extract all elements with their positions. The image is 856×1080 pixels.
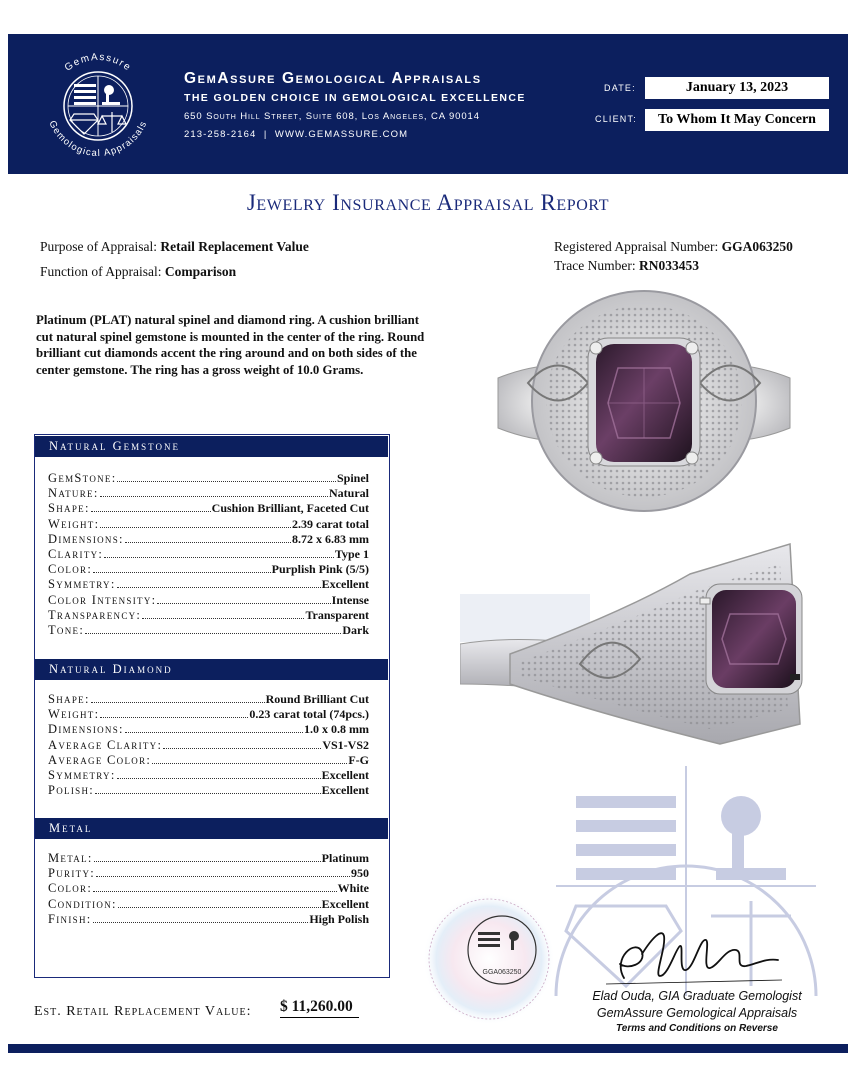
footer-bar xyxy=(8,1044,848,1053)
leader-dots xyxy=(93,572,271,573)
trace-row xyxy=(554,258,699,274)
company-website: WWW.GEMASSURE.COM xyxy=(274,129,409,140)
spec-label: Nature: xyxy=(48,486,99,501)
spec-label: Color Intensity: xyxy=(48,592,157,607)
spec-label: GemStone: xyxy=(48,471,117,485)
company-name: GemAssure Gemological Appraisals xyxy=(184,70,482,87)
company-address: 650 South Hill Street, Suite 608, Los Angeles, CA 90014 xyxy=(184,111,480,122)
spec-value: Purplish Pink (5/5) xyxy=(271,562,369,577)
section-header-gemstone: Natural Gemstone xyxy=(35,436,388,457)
spec-row xyxy=(48,783,369,798)
spec-value: Cushion Brilliant, Faceted Cut xyxy=(211,501,369,516)
spec-row xyxy=(48,577,369,592)
leader-dots xyxy=(117,778,321,779)
client-label: CLIENT: xyxy=(595,114,637,124)
appraiser-company: GemAssure Gemological Appraisals xyxy=(596,1006,798,1020)
spec-label: Finish: xyxy=(48,911,92,926)
function-row xyxy=(40,264,236,280)
value-label: Est. Retail Replacement Value: xyxy=(34,1004,252,1019)
section-header-diamond: Natural Diamond xyxy=(35,659,388,680)
leader-dots xyxy=(117,481,336,482)
spec-value: 2.39 carat total xyxy=(292,516,369,531)
leader-dots xyxy=(91,702,265,703)
spec-row xyxy=(48,517,369,532)
spec-value: Type 1 xyxy=(334,547,369,561)
spec-value: Transparent xyxy=(305,607,369,622)
spec-label: Purity: xyxy=(48,866,96,881)
company-contact xyxy=(184,129,408,140)
purpose-label: Purpose of Appraisal: xyxy=(40,239,157,254)
leader-dots xyxy=(152,763,347,764)
purpose-value: Retail Replacement Value xyxy=(160,239,309,254)
leader-dots xyxy=(94,861,321,862)
spec-value: Excellent xyxy=(321,768,369,782)
spec-value: Platinum xyxy=(321,851,369,865)
spec-label: Metal: xyxy=(48,851,93,865)
client-value: To Whom It May Concern xyxy=(645,109,829,131)
hologram-number: GGA063250 xyxy=(482,969,522,976)
spec-label: Color: xyxy=(48,562,93,577)
spec-row xyxy=(48,623,369,638)
leader-dots xyxy=(93,922,309,923)
leader-dots xyxy=(100,717,248,718)
section-header-metal: Metal xyxy=(35,818,388,839)
spec-value: Excellent xyxy=(321,577,369,592)
spec-label: Shape: xyxy=(48,692,90,706)
spec-row xyxy=(48,768,369,783)
spec-label: Clarity: xyxy=(48,547,104,561)
spec-row xyxy=(48,608,369,623)
spec-label: Shape: xyxy=(48,501,90,516)
function-label: Function of Appraisal: xyxy=(40,264,162,279)
registered-row xyxy=(554,239,793,255)
spec-row xyxy=(48,547,369,562)
spec-label: Dimensions: xyxy=(48,722,124,737)
spec-value: White xyxy=(337,881,369,896)
spec-row xyxy=(48,866,369,881)
spec-label: Transparency: xyxy=(48,607,142,622)
spec-label: Condition: xyxy=(48,896,117,911)
trace-value: RN033453 xyxy=(638,258,699,273)
spec-row xyxy=(48,897,369,912)
date-label: DATE: xyxy=(604,83,636,93)
spec-label: Symmetry: xyxy=(48,577,116,592)
leader-dots xyxy=(104,557,334,558)
spec-row xyxy=(48,692,369,707)
spec-value: 1.0 x 0.8 mm xyxy=(304,722,369,737)
spec-value: 0.23 carat total (74pcs.) xyxy=(249,707,369,722)
spec-value: VS1-VS2 xyxy=(322,737,369,752)
signature-icon xyxy=(606,918,786,990)
spec-label: Tone: xyxy=(48,623,85,637)
spec-label: Dimensions: xyxy=(48,531,124,546)
spec-label: Color: xyxy=(48,881,93,896)
spec-row xyxy=(48,562,369,577)
leader-dots xyxy=(118,907,321,908)
leader-dots xyxy=(125,542,291,543)
date-value: January 13, 2023 xyxy=(645,77,829,99)
registered-value: GGA063250 xyxy=(721,239,793,254)
leader-dots xyxy=(95,793,321,794)
leader-dots xyxy=(163,748,321,749)
spec-row xyxy=(48,471,369,486)
spec-row xyxy=(48,912,369,927)
spec-row xyxy=(48,851,369,866)
leader-dots xyxy=(96,876,350,877)
spec-value: High Polish xyxy=(309,911,369,926)
appraiser-name: Elad Ouda, GIA Graduate Gemologist xyxy=(592,989,802,1003)
spec-value: Dark xyxy=(342,623,369,637)
spec-label: Symmetry: xyxy=(48,768,116,782)
spec-row xyxy=(48,593,369,608)
leader-dots xyxy=(91,511,211,512)
spec-value: Round Brilliant Cut xyxy=(265,692,369,706)
leader-dots xyxy=(100,496,328,497)
value-amount: $ 11,260.00 xyxy=(280,998,359,1018)
item-description: Platinum (PLAT) natural spinel and diamond ring. A cushion brilliant cut natural spinel gemstone is mounted in the center of the ring. Round brilliant cut diamonds accent the ring around and on both sides of the center gemstone. The ring has a gross weight of 10.0 Grams. xyxy=(36,313,425,377)
spec-label: Average Color: xyxy=(48,752,152,767)
spec-value: Excellent xyxy=(321,896,369,911)
spec-value: 950 xyxy=(351,866,369,881)
svg-text:Gemological Appraisals: Gemological Appraisals xyxy=(46,118,150,160)
spec-row xyxy=(48,722,369,737)
ring-photo-side xyxy=(460,534,840,756)
report-title: Jewelry Insurance Appraisal Report xyxy=(246,190,610,215)
spec-row xyxy=(48,707,369,722)
registered-label: Registered Appraisal Number: xyxy=(554,239,719,254)
company-phone: 213-258-2164 xyxy=(184,129,257,140)
spec-label: Weight: xyxy=(48,516,100,531)
spec-value: 8.72 x 6.83 mm xyxy=(292,531,369,546)
spec-row xyxy=(48,753,369,768)
leader-dots xyxy=(85,633,341,634)
spec-label: Polish: xyxy=(48,783,95,798)
spec-value: Intense xyxy=(331,592,369,607)
spec-row xyxy=(48,738,369,753)
spec-value: Natural xyxy=(329,486,369,501)
spec-value: F-G xyxy=(348,752,369,767)
terms-note: Terms and Conditions on Reverse xyxy=(616,1023,778,1034)
leader-dots xyxy=(100,527,291,528)
ring-photo-top xyxy=(488,288,800,514)
hologram-seal-icon xyxy=(420,890,558,1028)
function-value: Comparison xyxy=(164,264,237,279)
spec-row xyxy=(48,532,369,547)
leader-dots xyxy=(125,732,303,733)
spec-label: Weight: xyxy=(48,707,100,722)
contact-separator: | xyxy=(263,129,268,140)
spec-row xyxy=(48,486,369,501)
svg-text:GemAssure: GemAssure xyxy=(62,51,134,74)
trace-label: Trace Number: xyxy=(554,258,636,273)
company-tagline: THE GOLDEN CHOICE IN GEMOLOGICAL EXCELLENCE xyxy=(184,92,526,104)
gemassure-logo-icon xyxy=(34,48,162,160)
spec-value: Excellent xyxy=(321,783,369,798)
leader-dots xyxy=(142,618,304,619)
leader-dots xyxy=(157,603,330,604)
spec-value: Spinel xyxy=(336,471,369,485)
leader-dots xyxy=(93,891,337,892)
spec-row xyxy=(48,501,369,516)
purpose-row xyxy=(40,239,309,255)
spec-label: Average Clarity: xyxy=(48,737,163,752)
spec-row xyxy=(48,881,369,896)
leader-dots xyxy=(117,587,321,588)
